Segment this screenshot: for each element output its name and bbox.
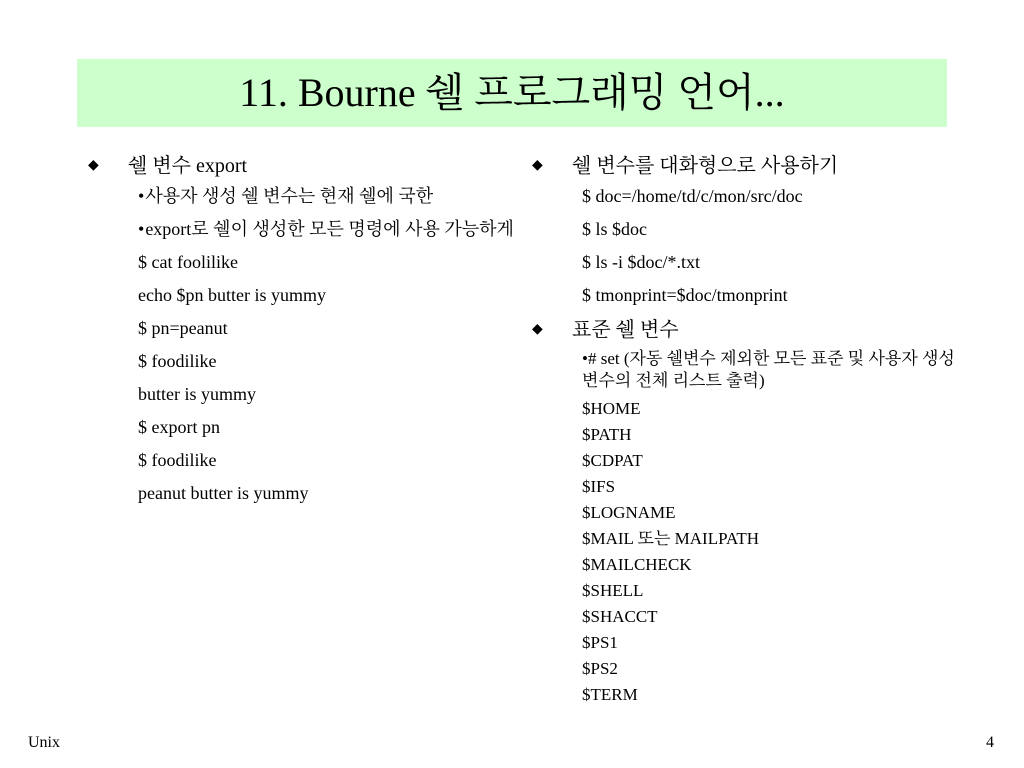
code-line: $ tmonprint=$doc/tmonprint bbox=[582, 285, 788, 305]
var-line: $PS2 bbox=[582, 659, 618, 678]
var-line: $PATH bbox=[582, 425, 632, 444]
code-line: $ foodilike bbox=[138, 351, 217, 371]
code-line: $ pn=peanut bbox=[138, 318, 228, 338]
var-line: $LOGNAME bbox=[582, 503, 676, 522]
code-line: butter is yummy bbox=[138, 384, 256, 404]
dot-bullet-icon: • bbox=[138, 219, 145, 239]
code-line: $ foodilike bbox=[138, 450, 217, 470]
diamond-bullet-icon: ◆ bbox=[88, 158, 99, 173]
code-line: $ cat foolilike bbox=[138, 252, 238, 272]
code-line: $ export pn bbox=[138, 417, 220, 437]
left-column bbox=[88, 152, 518, 514]
dot-bullet-icon: • bbox=[582, 349, 588, 368]
right-column bbox=[532, 152, 972, 708]
left-heading: 쉘 변수 export bbox=[128, 155, 248, 177]
bullet-item bbox=[532, 152, 972, 180]
diamond-bullet-icon: ◆ bbox=[532, 322, 543, 337]
var-line: $SHACCT bbox=[582, 607, 658, 626]
bullet-item bbox=[532, 316, 972, 344]
title-banner bbox=[77, 59, 947, 127]
code-line: echo $pn butter is yummy bbox=[138, 285, 326, 305]
code-line: peanut butter is yummy bbox=[138, 483, 309, 503]
slide-title: 11. Bourne 쉘 프로그래밍 언어... bbox=[239, 70, 785, 115]
code-line: $ ls -i $doc/*.txt bbox=[582, 252, 700, 272]
var-line: $PS1 bbox=[582, 633, 618, 652]
var-line: $SHELL bbox=[582, 581, 644, 600]
var-line: $IFS bbox=[582, 477, 616, 496]
note-item bbox=[138, 217, 518, 241]
code-line: $ ls $doc bbox=[582, 219, 647, 239]
note-text: # set (자동 쉘변수 제외한 모든 표준 및 사용자 생성 변수의 전체 리스트 출력) bbox=[582, 349, 955, 390]
diamond-bullet-icon: ◆ bbox=[532, 158, 543, 173]
code-line: $ doc=/home/td/c/mon/src/doc bbox=[582, 186, 803, 206]
right-heading-2: 표준 쉘 변수 bbox=[572, 319, 679, 341]
right-heading-1: 쉘 변수를 대화형으로 사용하기 bbox=[572, 155, 839, 177]
var-line: $MAILCHECK bbox=[582, 555, 692, 574]
var-line: $TERM bbox=[582, 685, 638, 704]
dot-bullet-icon: • bbox=[138, 186, 145, 206]
note-text: export로 쉘이 생성한 모든 명령에 사용 가능하게 bbox=[145, 219, 514, 239]
var-line: $HOME bbox=[582, 399, 641, 418]
note-item bbox=[582, 348, 972, 392]
var-line: $MAIL 또는 MAILPATH bbox=[582, 529, 760, 548]
var-line: $CDPAT bbox=[582, 451, 643, 470]
page-number: 4 bbox=[986, 734, 994, 751]
note-text: 사용자 생성 쉘 변수는 현재 쉘에 국한 bbox=[145, 186, 434, 206]
bullet-item bbox=[88, 152, 518, 180]
footer-label: Unix bbox=[28, 734, 60, 751]
note-item bbox=[138, 184, 518, 208]
